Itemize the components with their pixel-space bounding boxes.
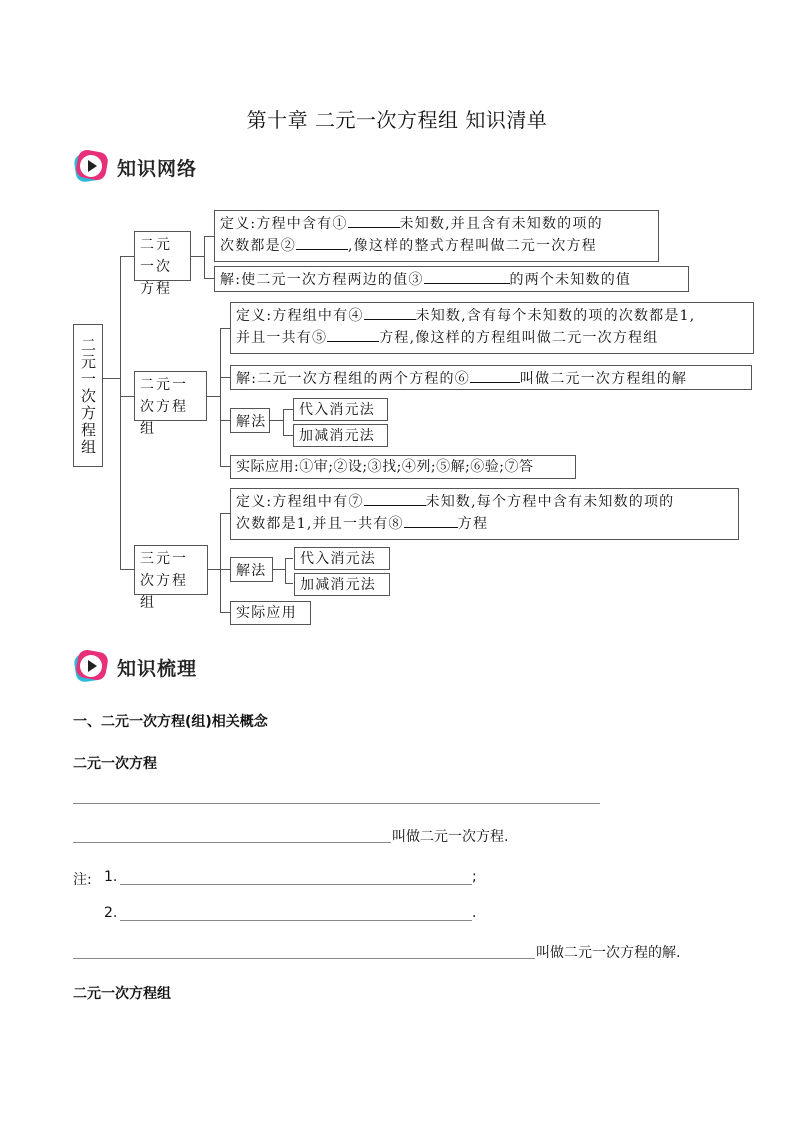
note2-blank[interactable] — [120, 920, 472, 921]
section-network-title: 知识网络 — [117, 158, 198, 180]
heading-linear-equation: 二元一次方程 — [73, 756, 157, 772]
play-logo-icon — [73, 648, 109, 684]
solution-suffix: 叫做二元一次方程的解. — [536, 945, 681, 961]
page-title: 第十章 二元一次方程组 知识清单 — [246, 108, 548, 132]
tree-root: 二元一次方程组 — [73, 324, 103, 467]
branch3-method-elimination: 加减消元法 — [294, 573, 390, 596]
section-network-header — [73, 148, 198, 188]
play-logo-icon — [73, 148, 109, 184]
branch1-solution: 解:使二元一次方程两边的值③ 的两个未知数的值 — [214, 266, 689, 292]
definition-suffix: 叫做二元一次方程. — [392, 829, 509, 845]
section-review-title: 知识梳理 — [117, 658, 198, 680]
branch3-definition: 定义:方程组中有⑦ 未知数,每个方程中含有未知数的项的 次数都是1,并且一共有⑧ 方程 — [230, 488, 739, 540]
note1-blank[interactable] — [120, 884, 472, 885]
branch2-definition: 定义:方程组中有④ 未知数,含有每个未知数的项的次数都是1, 并且一共有⑤ 方程,像这样的方程组叫做二元一次方程组 — [230, 302, 754, 354]
heading-concepts: 一、二元一次方程(组)相关概念 — [73, 714, 268, 730]
note1-end: ; — [472, 869, 477, 885]
branch2-application: 实际应用:①审;②设;③找;④列;⑤解;⑥验;⑦答 — [230, 455, 576, 479]
branch3-application: 实际应用 — [230, 601, 311, 625]
note2-end: . — [472, 905, 477, 921]
branch3-method: 解法 — [230, 557, 273, 582]
branch2-method: 解法 — [230, 408, 270, 433]
branch3-method-substitution: 代入消元法 — [294, 547, 390, 570]
branch1-definition: 定义:方程中含有① 未知数,并且含有未知数的项的 次数都是② ,像这样的整式方程叫做二元一次方程 — [214, 210, 659, 262]
blank-line-2[interactable] — [73, 842, 391, 843]
note1-number: 1. — [104, 869, 118, 885]
branch2-method-elimination: 加减消元法 — [293, 424, 388, 447]
branch-ternary-system: 三元一次方程组 — [134, 545, 208, 595]
branch-linear-system: 二元一次方程组 — [134, 371, 207, 421]
blank-line-solution[interactable] — [73, 958, 535, 959]
branch-linear-equation: 二元一次方程 — [134, 231, 191, 281]
blank-line-1[interactable] — [73, 803, 600, 804]
note2-number: 2. — [104, 905, 118, 921]
branch2-solution: 解:二元一次方程组的两个方程的⑥ 叫做二元一次方程组的解 — [230, 365, 752, 390]
branch2-method-substitution: 代入消元法 — [293, 398, 388, 421]
section-review-header — [73, 648, 198, 688]
heading-linear-system: 二元一次方程组 — [73, 986, 171, 1002]
note-label: 注: — [73, 872, 92, 888]
